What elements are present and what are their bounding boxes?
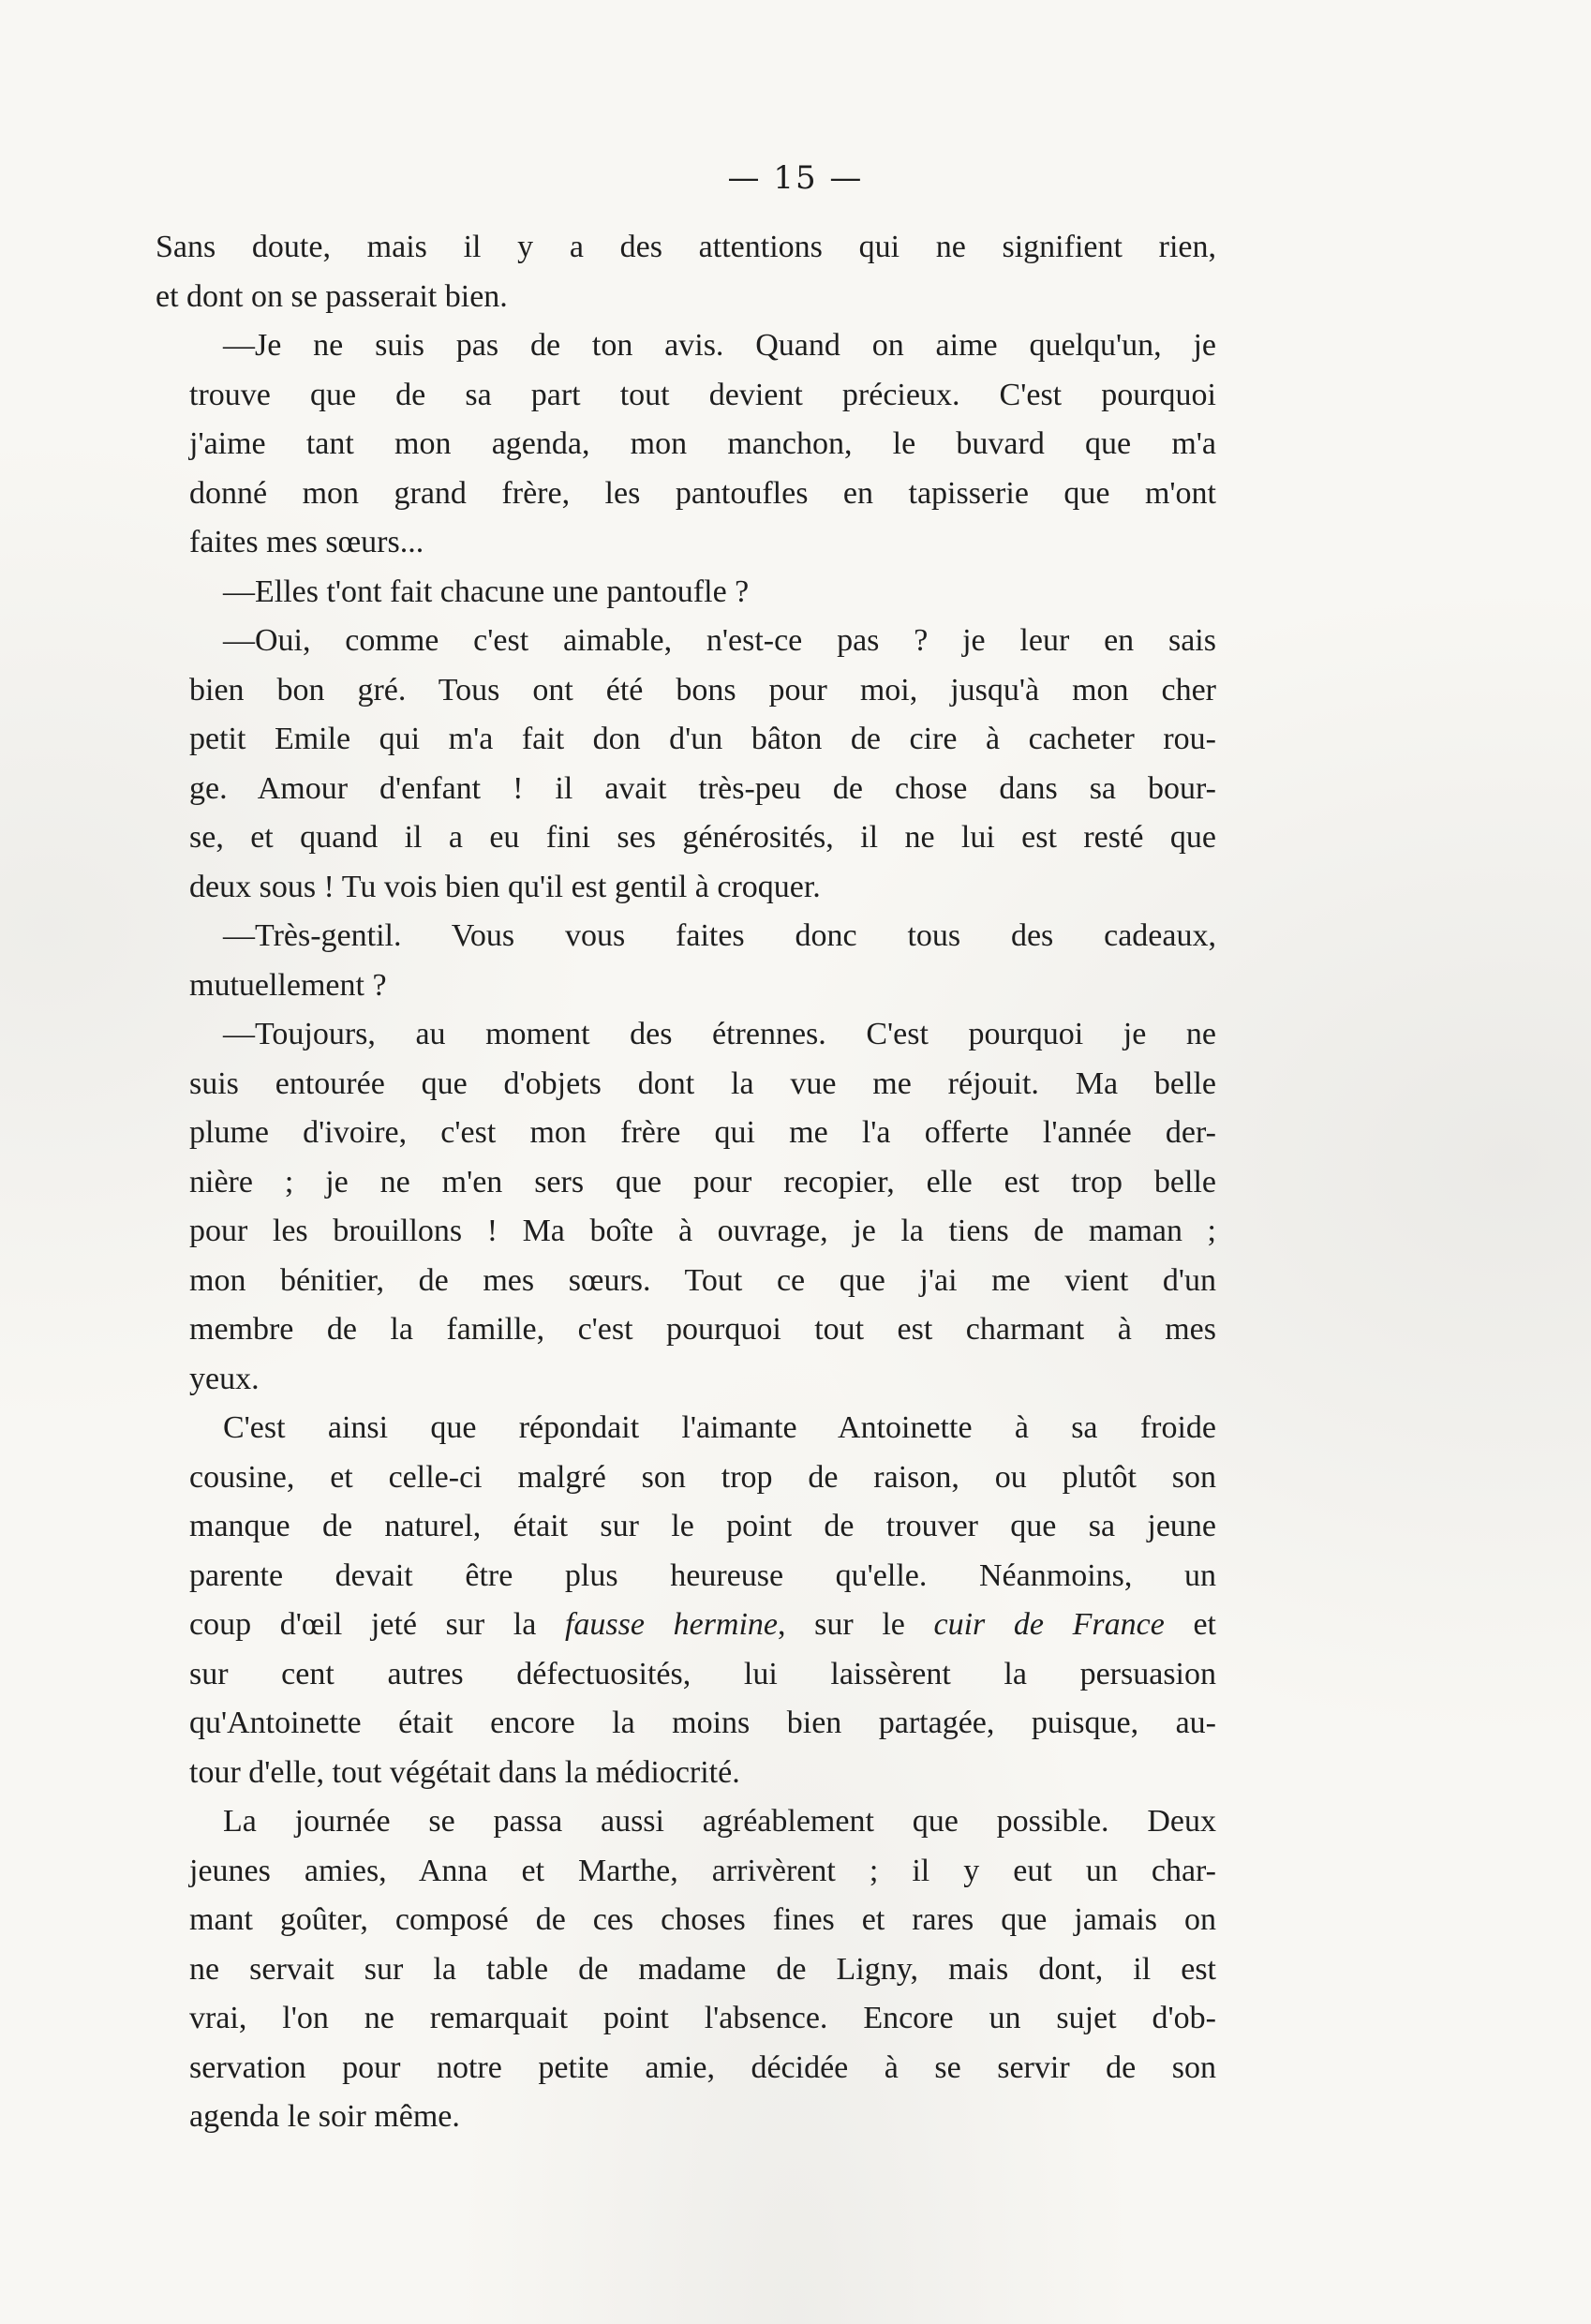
text-line: sur cent autres défectuosités, lui laissèrent la persuasion: [189, 1656, 1216, 1691]
text-line: cousine, et celle-ci malgré son trop de raison, ou plutôt son: [189, 1459, 1216, 1495]
text-line: vrai, l'on ne remarquait point l'absence. Encore un sujet d'ob-: [189, 2001, 1216, 2035]
text-run-italic: cuir de France: [933, 1607, 1165, 1642]
text-line: j'aime tant mon agenda, mon manchon, le buvard que m'a: [189, 426, 1216, 461]
text-line: deux sous ! Tu vois bien qu'il est gentil à croquer.: [189, 869, 821, 904]
paragraph-6: [156, 1010, 1216, 1404]
text-line: tour d'elle, tout végétait dans la médiocrité.: [189, 1754, 740, 1790]
text-line: trouve que de sa part tout devient précieux. C'est pourquoi: [189, 377, 1216, 412]
text-run: coup d'œil jeté sur la: [189, 1607, 565, 1642]
text-line: agenda le soir même.: [189, 2099, 460, 2134]
text-run: , sur le: [778, 1607, 934, 1642]
text-line: plume d'ivoire, c'est mon frère qui me l'a offerte l'année der-: [189, 1115, 1216, 1150]
text-line: —Toujours, au moment des étrennes. C'est pourquoi je ne: [223, 1017, 1216, 1051]
text-line: mutuellement ?: [189, 967, 387, 1003]
text-line: Sans doute, mais il y a des attentions qui ne signifient rien,: [156, 230, 1216, 264]
page-number: — 15 —: [727, 159, 864, 197]
paragraph-3: [156, 568, 1216, 618]
text-line: donné mon grand frère, les pantoufles en tapisserie que m'ont: [189, 475, 1216, 511]
text-line: mon bénitier, de mes sœurs. Tout ce que j'ai me vient d'un: [189, 1262, 1216, 1298]
text-run: et: [1164, 1607, 1216, 1642]
text-line: bien bon gré. Tous ont été bons pour moi, jusqu'à mon cher: [189, 672, 1216, 708]
text-line-mixed: [156, 1601, 1216, 1650]
text-line: jeunes amies, Anna et Marthe, arrivèrent ; il y eut un char-: [189, 1853, 1216, 1888]
text-line: —Je ne suis pas de ton avis. Quand on aime quelqu'un, je: [223, 328, 1216, 363]
text-line: et dont on se passerait bien.: [156, 278, 508, 314]
text-line: faites mes sœurs...: [189, 525, 424, 559]
text-run-italic: fausse hermine: [564, 1607, 779, 1642]
text-line: C'est ainsi que répondait l'aimante Antoinette à sa froide: [223, 1410, 1216, 1445]
paragraph-7: [156, 1404, 1216, 1797]
text-line: servation pour notre petite amie, décidée à se servir de son: [189, 2049, 1216, 2085]
text-line: parente devait être plus heureuse qu'elle. Néanmoins, un: [189, 1557, 1216, 1593]
text-line: petit Emile qui m'a fait don d'un bâton de cire à cacheter rou-: [189, 722, 1216, 756]
text-line: manque de naturel, était sur le point de trouver que sa jeune: [189, 1509, 1216, 1543]
text-line: —Très-gentil. Vous vous faites donc tous des cadeaux,: [223, 918, 1216, 953]
text-line: nière ; je ne m'en sers que pour recopier, elle est trop belle: [189, 1164, 1216, 1199]
text-line: suis entourée que d'objets dont la vue me réjouit. Ma belle: [189, 1065, 1216, 1101]
text-line: yeux.: [189, 1361, 260, 1396]
text-line: se, et quand il a eu fini ses générosités, il ne lui est resté que: [189, 820, 1216, 855]
body-text: [156, 223, 1216, 2142]
text-line: pour les brouillons ! Ma boîte à ouvrage, je la tiens de maman ;: [189, 1214, 1216, 1248]
text-line: membre de la famille, c'est pourquoi tout est charmant à mes: [189, 1312, 1216, 1347]
text-line: —Oui, comme c'est aimable, n'est-ce pas ? je leur en sais: [223, 623, 1216, 658]
text-line: La journée se passa aussi agréablement que possible. Deux: [223, 1804, 1216, 1839]
text-line: —Elles t'ont fait chacune une pantoufle ?: [223, 574, 750, 609]
text-line: ge. Amour d'enfant ! il avait très-peu de chose dans sa bour-: [189, 770, 1216, 806]
paragraph-1: [156, 223, 1216, 321]
text-line: qu'Antoinette était encore la moins bien partagée, puisque, au-: [189, 1706, 1216, 1740]
paragraph-5: [156, 912, 1216, 1010]
paragraph-2: [156, 321, 1216, 568]
text-line: mant goûter, composé de ces choses fines et rares que jamais on: [189, 1902, 1216, 1937]
paragraph-8: [156, 1797, 1216, 2142]
paragraph-4: [156, 617, 1216, 912]
text-line: ne servait sur la table de madame de Ligny, mais dont, il est: [189, 1951, 1216, 1987]
